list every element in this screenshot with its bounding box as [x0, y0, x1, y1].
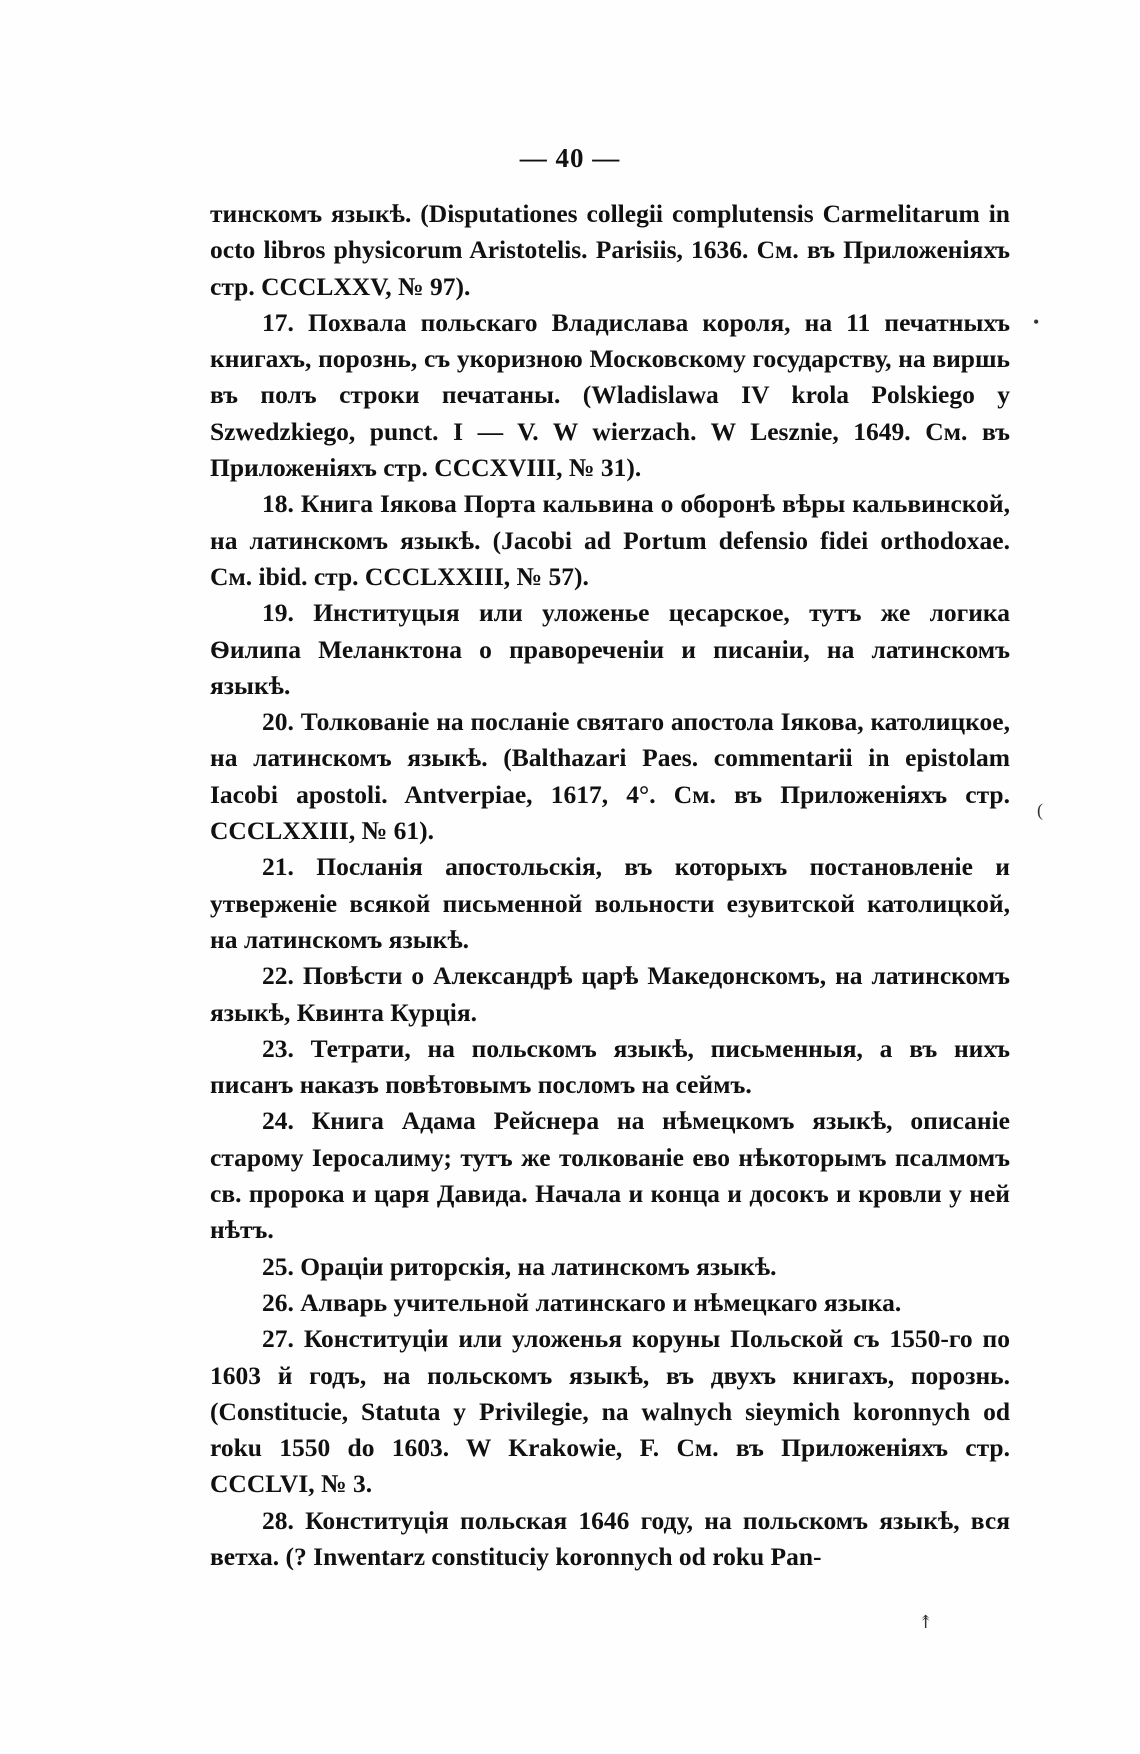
list-item-27: 27. Конституціи или уложенья коруны Польской съ 1550-го по 1603 й годъ, на польскомъ языкѣ, въ двухъ книгахъ, порознь. (Constitucie, Statuta y Privilegie, na walnych sieymich koronnych od roku 1550 do 1603. W Krakowie, F. См. въ Приложеніяхъ стр. CCCLVI, № 3.: [210, 1324, 1010, 1499]
list-item-19: 19. Институцыя или уложенье цесарское, тутъ же логика Ѳилипа Меланктона о правореченіи и писаніи, на латинскомъ языкѣ.: [210, 598, 1010, 700]
scan-speck: (: [1037, 800, 1043, 820]
list-item-23: 23. Тетрати, на польскомъ языкѣ, письменныя, а въ нихъ писанъ наказъ повѣтовымъ посломъ на сеймъ.: [210, 1033, 1010, 1100]
list-item-28: 28. Конституція польская 1646 году, на польскомъ языкѣ, вся ветха. (? Inwentarz constituciy koronnych od roku Pan-: [210, 1505, 1010, 1571]
scan-speck: •: [1033, 312, 1040, 332]
list-item-24: 24. Книга Адама Рейснера на нѣмецкомъ языкѣ, описаніе старому Іеросалиму; тутъ же толкованіе ево нѣкоторымъ псалмомъ св. пророка и царя Давида. Начала и конца и досокъ и кровли у ней нѣтъ.: [210, 1106, 1010, 1245]
page-number: — 40 —: [519, 143, 621, 173]
list-item-25: 25. Ораціи риторскія, на латинскомъ языкѣ.: [262, 1251, 777, 1281]
scan-speck: ↟: [918, 1612, 934, 1632]
list-item-17: 17. Похвала польскаго Владислава короля, на 11 печатныхъ книгахъ, порознь, съ укоризною Московскому государству, на виршь въ полъ строки печатаны. (Wladislawa IV krola Polskiego y Szwedzkiego, punct. I — V. W wierzach. W Lesznie, 1649. См. въ Приложеніяхъ стр. CCCXVIII, № 31).: [210, 307, 1010, 483]
body-text: [210, 196, 1010, 1575]
list-item-20: 20. Толкованіе на посланіе святаго апостола Іякова, католицкое, на латинскомъ языкѣ. (Balthazari Paes. commentarii in epistolam Iacobi apostoli. Antverpiae, 1617, 4°. См. въ Приложеніяхъ стр. CCCLXXIII, № 61).: [210, 707, 1010, 846]
list-item-21: 21. Посланія апостольскія, въ которыхъ постановленіе и утверженіе всякой письменной вольности езувитской католицкой, на латинскомъ языкѣ.: [210, 852, 1010, 954]
list-item-26: 26. Алварь учительной латинскаго и нѣмецкаго языка.: [262, 1287, 902, 1317]
list-item-22: 22. Повѣсти о Александрѣ царѣ Македонскомъ, на латинскомъ языкѣ, Квинта Курція.: [210, 961, 1010, 1027]
paragraph-continuation: тинскомъ языкѣ. (Disputationes collegii complutensis Carmelitarum in octo libros physicorum Aristotelis. Parisiis, 1636. См. въ Приложеніяхъ стр. CCCLXXV, № 97).: [210, 199, 1010, 301]
list-item-18: 18. Книга Іякова Порта кальвина о оборонѣ вѣры кальвинской, на латинскомъ языкѣ. (Jacobi ad Portum defensio fidei orthodoxae. См. ibid. стр. CCCLXXIII, № 57).: [210, 489, 1010, 591]
